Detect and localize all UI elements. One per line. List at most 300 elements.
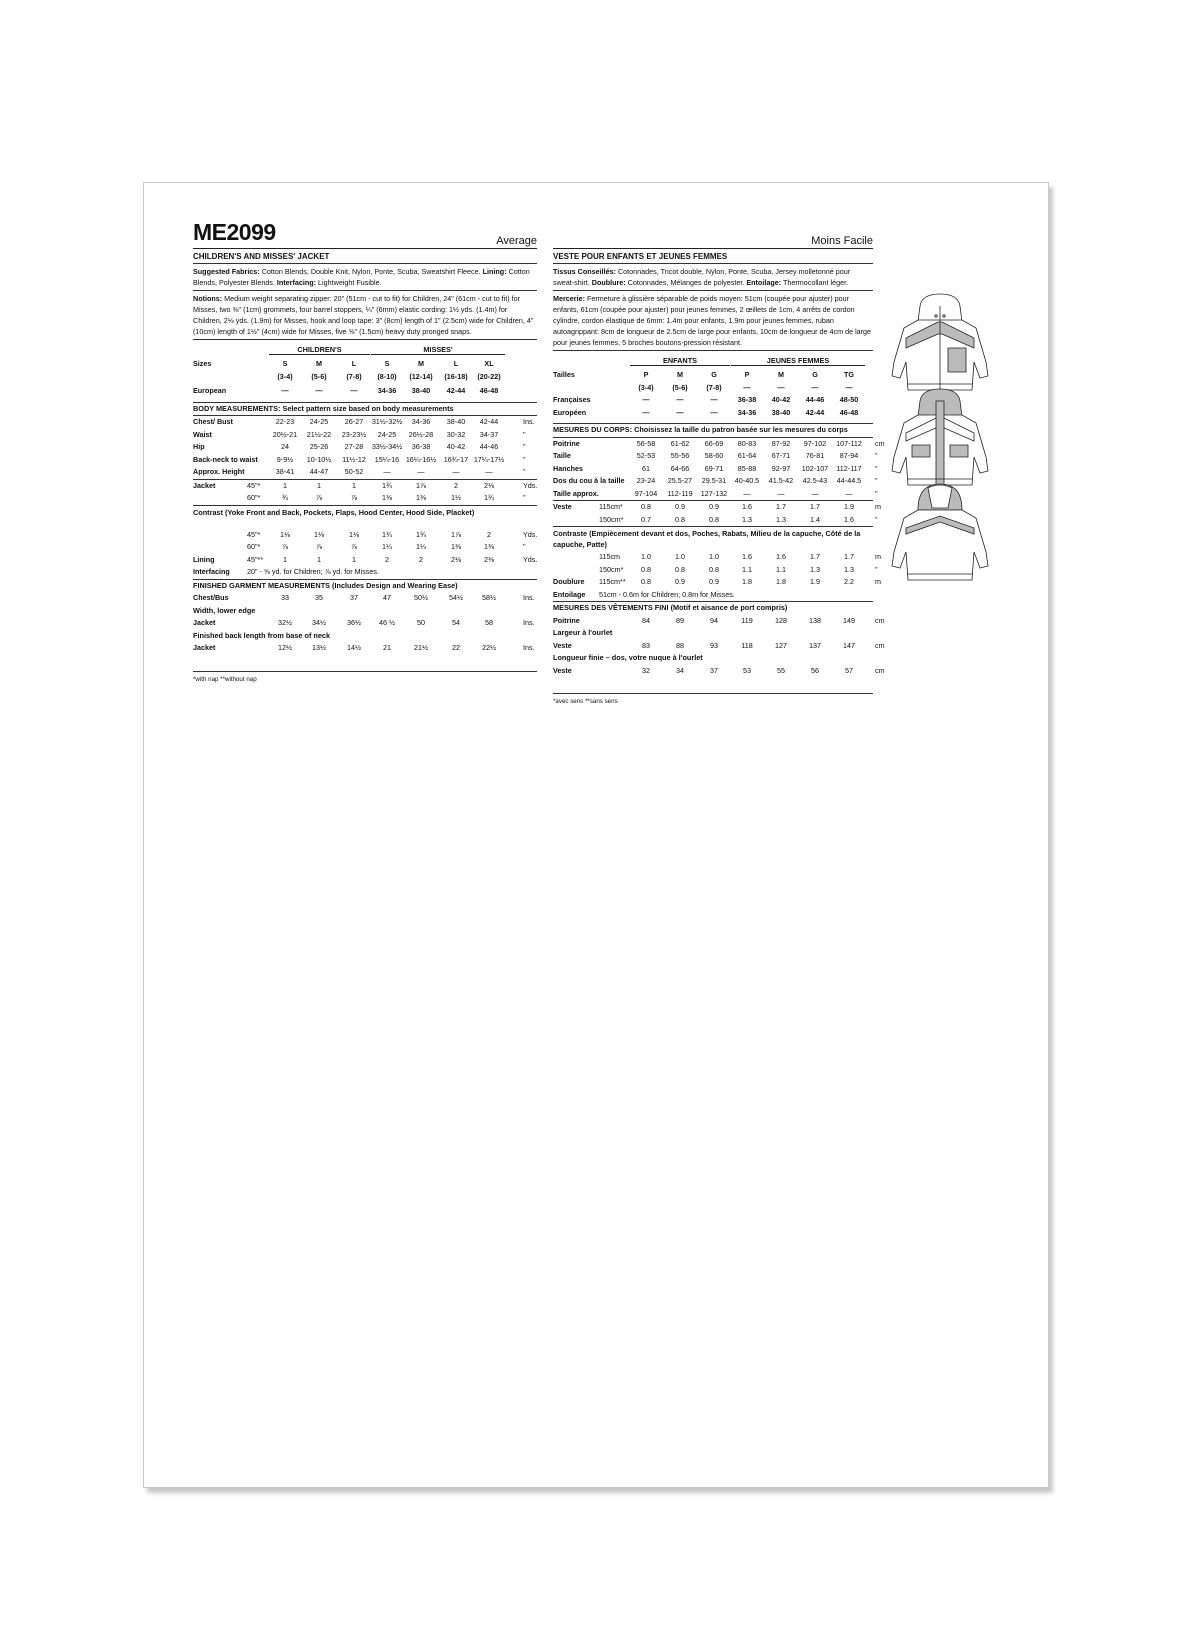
body-row-en-label: Back-neck to waist [193, 454, 258, 464]
contrast-row-fr-width: 115cm [599, 552, 621, 561]
contrast-row-en-value: 1⅜ [451, 542, 461, 551]
sizes-range-row-en-value: (12-14) [409, 371, 433, 381]
body-row-en-value: 31½-32½ [371, 417, 403, 426]
body-row-fr-value: 87-94 [839, 451, 859, 460]
yardage-row-en-value: 1¾ [484, 493, 494, 502]
body-row-en-value: — [485, 467, 493, 476]
sizes-range-row-fr-value: — [743, 382, 751, 392]
body-row-en-value: 11½-12 [342, 454, 366, 464]
title-en: CHILDREN'S AND MISSES' JACKET [193, 249, 537, 264]
jacket-front-view-1 [892, 294, 988, 390]
finished-row-fr-unit: cm [875, 640, 885, 650]
contrast-row-fr [553, 551, 881, 564]
contrast-row-fr-value: 0.8 [641, 577, 651, 586]
contrast-row-en-width: 60"* [247, 542, 261, 551]
fabric-text-fr-1: Cotonnades, Mélanges de polyester. [625, 278, 747, 287]
header-fr [553, 222, 873, 249]
european-row-fr-label: Européen [553, 407, 587, 417]
yardage-row-en-width: 60"* [247, 493, 261, 502]
body-row-fr-value: — [743, 488, 751, 498]
body-row-fr-value: 87-92 [771, 438, 791, 448]
title-fr: VESTE POUR ENFANTS ET JEUNES FEMMES [553, 249, 873, 264]
body-row-en [193, 429, 537, 442]
body-row-fr-label: Poitrine [553, 438, 580, 448]
yardage-row-fr-value: 1.3 [742, 514, 752, 524]
finished-row-en [193, 617, 537, 630]
body-row-en-value: 27-28 [344, 442, 364, 451]
body-row-fr-value: 55-56 [670, 451, 690, 460]
european-row-en-label: European [193, 386, 227, 395]
contrast-row-en-value: 1⅛ [349, 529, 359, 539]
yardage-row-fr-value: 0.9 [709, 502, 719, 511]
sizes-row-fr-value: M [778, 370, 784, 379]
interfacing-label-en: Interfacing [193, 567, 230, 576]
fabric-label-fr-0: Tissus Conseillés: [553, 267, 616, 276]
body-row-en-value: 9-9½ [276, 454, 294, 464]
sizes-range-row-fr-value: (3-4) [638, 382, 654, 392]
yardage-row-en-value: 1 [317, 480, 321, 490]
fabrics-fr [553, 264, 873, 291]
yardage-row-en-value: 1¾ [382, 480, 392, 490]
body-row-fr-label: Taille [553, 451, 571, 460]
sizes-range-row-fr-value: (5-6) [672, 382, 688, 392]
body-row-en-value: 25-26 [309, 442, 329, 451]
contrast-row-fr-value: 1.9 [810, 577, 820, 586]
finished-row-fr-value: 84 [642, 615, 650, 625]
interfacing-row-en [193, 566, 537, 579]
contrast-row-fr-value: 1.0 [675, 552, 685, 561]
size-group-header-en [193, 340, 537, 358]
body-row-fr [553, 450, 878, 463]
finished-row-en-value: 58 [485, 618, 493, 627]
yardage-row-en-value: 2 [454, 480, 458, 490]
difficulty-level-en: Average [496, 235, 537, 247]
yardage-row-fr-value: 0.8 [709, 514, 719, 524]
yardage-row-fr-value: 1.3 [776, 514, 786, 524]
contrast-row-fr [553, 564, 878, 577]
group-children-fr: ENFANTS [630, 356, 730, 366]
contrast-row-fr-value: 1.1 [742, 564, 752, 574]
body-row-en-unit: " [523, 442, 526, 451]
european-row-fr-value: — [676, 407, 684, 417]
finished-row-fr-value: 88 [676, 640, 684, 650]
size-group-header-fr [553, 351, 873, 369]
sizes-row-en-value: M [316, 359, 322, 368]
contrast-row-en-value: 1⅞ [451, 529, 461, 539]
finished-row-en-label: Chest/Bus [193, 593, 229, 602]
contrast-row-fr-value: 1.1 [776, 564, 786, 574]
contrast-row-en-value: 1⅛ [314, 529, 324, 539]
fabric-label-en-2: Interfacing: [276, 278, 317, 287]
finished-title-fr: MESURES DES VÊTEMENTS FINI (Motif et aisance de port compris) [553, 601, 873, 615]
yardage-row-en-width: 45"* [247, 480, 261, 490]
yardage-row-en-value: 1 [352, 480, 356, 490]
finished-row-fr-value: 32 [642, 665, 650, 675]
contrast-row-fr-value: 1.3 [810, 564, 820, 574]
francaises-row-fr-value: — [676, 395, 684, 404]
notions-text-en: Medium weight separating zipper: 20" (51cm - cut to fit) for Children, 24" (61cm - cut to fit) for Misses, two ⅜" (1cm) grommets, four barrel stoppers, ¼" (6mm) elastic cording: 1½ yds. (1.4m) for Children, 2⅛ yds. (1.9m) for Misses, hook and loop tape: 3" (8cm) length of 1" (2.5cm) wide for Children, 4" (10cm) length of 1½" (4cm) wide for Misses, five ⅝" (1.5cm) heavy duty pronged snaps. [193, 294, 534, 336]
body-row-en-value: 26½-28 [408, 429, 434, 439]
body-row-en-value: 24-25 [377, 429, 397, 439]
finished-row-en-value: 50 [417, 618, 425, 627]
contrast-row-en-unit: Yds. [523, 529, 538, 539]
contrast-row-fr-width: 115cm** [599, 577, 626, 586]
fabric-label-en-1: Lining: [482, 267, 507, 276]
fabric-text-fr-2: Thermocollant léger. [781, 278, 849, 287]
yardage-row-fr-value: 1.7 [776, 502, 786, 511]
body-row-fr-value: — [845, 488, 853, 498]
contrast-row-en-value: 2 [385, 554, 389, 564]
finished-heading-en: Finished back length from base of neck [193, 630, 331, 640]
european-row-en-value: — [281, 386, 289, 395]
size-chart-fr [553, 351, 885, 677]
body-row-fr-value: — [777, 488, 785, 498]
contrast-row-fr-value: 1.8 [742, 577, 752, 586]
fabric-text-en-2: Lightweight Fusible. [316, 278, 382, 287]
european-row-fr-value: 46-48 [839, 407, 859, 417]
finished-row-en [193, 642, 537, 655]
finished-row-fr-value: 56 [811, 665, 819, 675]
finished-row-en-value: 34½ [312, 618, 326, 627]
body-row-fr-value: 112-119 [667, 488, 693, 498]
sizes-row-fr-value: M [677, 370, 683, 379]
finished-row-fr-unit: cm [875, 615, 885, 625]
contrast-row-fr-value: 1.8 [776, 577, 786, 586]
body-row-fr-value: 112-117 [836, 463, 862, 473]
yardage-row-fr-value: 1.4 [810, 514, 820, 524]
finished-row-en-value: 21½ [414, 643, 428, 652]
contrast-row-en [193, 541, 537, 554]
fabric-text-en-0: Cotton Blends, Double Knit, Nylon, Ponte, Scuba, Sweatshirt Fleece. [259, 267, 483, 276]
sizes-range-row-en-value: (8-10) [377, 371, 397, 381]
finished-row-en-value: 14½ [347, 643, 361, 652]
sizes-row-fr-value: P [744, 370, 750, 379]
european-row-en-value: 42-44 [446, 386, 466, 395]
sizes-range-row-en-value: (16-18) [444, 371, 468, 381]
finished-row-fr-value: 118 [741, 640, 753, 650]
body-row-en-value: 16¼-16½ [405, 454, 437, 464]
body-row-en-value: 33½-34½ [371, 442, 403, 451]
contrast-row-en-unit: Yds. [523, 554, 538, 564]
body-row-fr-unit: cm [875, 438, 885, 448]
european-row-fr [553, 407, 873, 420]
yardage-row-en-value: ⅞ [351, 493, 357, 502]
finished-row-en-value: 32½ [278, 618, 292, 627]
yardage-row-en [193, 492, 537, 505]
footnote-fr: *avec sens **sans sens [553, 693, 873, 705]
finished-heading-en: Width, lower edge [193, 605, 256, 615]
sizes-row-fr-value: G [711, 370, 717, 379]
sizes-row-fr-value: G [812, 370, 818, 379]
contrast-row-fr-value: 0.8 [709, 564, 719, 574]
finished-row-fr [553, 615, 885, 628]
finished-heading-fr: Largeur à l'ourlet [553, 628, 613, 637]
finished-row-fr-value: 94 [710, 615, 718, 625]
contrast-row-en-label: Lining [193, 554, 215, 564]
finished-row-en-unit: Ins. [523, 618, 535, 627]
francaises-row-fr-value: 44-46 [805, 395, 825, 404]
body-row-fr-value: 42.5-43 [802, 476, 828, 485]
yardage-row-en-unit: " [523, 493, 526, 502]
interfacing-text-fr: 51cm - 0.6m for Children; 0.8m for Misses. [599, 589, 735, 599]
contrast-row-fr-label: Doublure [553, 577, 585, 586]
fabric-label-en-0: Suggested Fabrics: [193, 267, 260, 276]
body-measurements-title-en: BODY MEASUREMENTS: Select pattern size based on body measurements [193, 402, 537, 416]
finished-row-fr-value: 55 [777, 665, 785, 675]
body-row-fr-value: 80-83 [737, 438, 757, 448]
body-row-fr-value: 76-81 [805, 451, 825, 460]
body-row-en-value: 30-32 [446, 429, 466, 439]
european-row-fr-value: 34-36 [737, 407, 757, 417]
yardage-row-en-unit: Yds. [523, 480, 538, 490]
finished-row-fr-value: 137 [809, 640, 821, 650]
finished-row-fr-value: 119 [741, 615, 753, 625]
body-row-en-value: 22-23 [275, 417, 295, 426]
finished-row-fr-value: 53 [743, 665, 751, 675]
finished-row-fr [553, 665, 885, 678]
body-row-en-value: — [417, 467, 425, 476]
fabric-text-fr-0: Cotonnades, Tricot double, Nylon, Ponte, Scuba, Jersey molletonné pour sweat-shirt. [553, 267, 851, 287]
sizes-range-row-en-value: (20-22) [477, 371, 501, 381]
body-measurements-title-fr: MESURES DU CORPS: Choisissez la taille du patron basée sur les mesures du corps [553, 423, 873, 437]
contrast-row-fr-unit: " [875, 564, 878, 574]
group-children-en: CHILDREN'S [269, 345, 370, 355]
body-row-fr-value: 61 [642, 463, 650, 473]
sizes-range-row-fr-value: — [845, 382, 853, 392]
body-row-fr-value: 97-104 [634, 488, 658, 498]
body-row-fr-value: 97-102 [803, 438, 827, 448]
contrast-row-en-value: 1¾ [382, 529, 392, 539]
sizes-row-fr-label: Tailles [553, 370, 575, 379]
francaises-row-fr-value: 48-50 [839, 395, 859, 404]
finished-row-fr-value: 149 [843, 615, 855, 625]
yardage-row-fr [553, 514, 878, 527]
body-row-en-value: 24-25 [309, 417, 329, 426]
contrast-row-en-value: 1 [317, 554, 321, 564]
body-row-fr-value: 25.5-27 [667, 476, 693, 485]
contrast-row-fr-unit: m [875, 552, 881, 561]
sizes-range-row-fr-value: (7-8) [706, 382, 722, 392]
group-misses-en: MISSES' [371, 345, 505, 355]
body-row-fr-value: 56-58 [636, 438, 656, 448]
french-column [553, 222, 885, 705]
francaises-row-fr-value: — [642, 395, 650, 404]
yardage-row-en-value: 2⅛ [484, 480, 494, 490]
body-row-en-unit: " [523, 467, 526, 476]
european-row-en-value: 46-48 [479, 386, 499, 395]
body-row-fr-value: 29.5-31 [701, 476, 727, 485]
sizes-range-row-fr-value: — [811, 382, 819, 392]
european-row-fr-value: 38-40 [771, 407, 791, 417]
contrast-row-en-value: ⅞ [316, 542, 322, 551]
european-row-en-value: — [350, 386, 358, 395]
body-row-fr-value: 41.5-42 [768, 476, 794, 485]
body-row-en-label: Approx. Height [193, 467, 245, 476]
finished-row-fr-value: 83 [642, 640, 650, 650]
notions-en [193, 291, 537, 340]
fabric-text-en-1: Cotton Blends, Polyester Blends. [193, 267, 530, 287]
contrast-row-en-value: ⅞ [351, 542, 357, 551]
finished-row-fr-unit: cm [875, 665, 885, 675]
body-row-en-value: 15¼-16 [374, 454, 400, 464]
finished-row-en-value: 22½ [482, 643, 496, 652]
finished-row-en-label: Jacket [193, 618, 216, 627]
body-row-en-value: 21½-22 [306, 429, 332, 439]
finished-row-en-value: 58½ [482, 593, 496, 602]
body-row-fr-value: 107-112 [836, 438, 862, 448]
notions-fr [553, 291, 873, 351]
body-row-en-value: 16¾-17 [443, 454, 469, 464]
yardage-row-en-value: 1⅞ [416, 480, 426, 490]
contrast-row-fr-value: 1.6 [776, 552, 786, 561]
sizes-range-row-en-value: (5-6) [311, 371, 327, 381]
body-row-en [193, 454, 537, 467]
sizes-row-en-value: L [453, 359, 459, 368]
body-row-fr [553, 437, 885, 451]
body-row-fr-value: 44-44.5 [836, 476, 862, 485]
francaises-row-fr [553, 394, 873, 407]
finished-row-fr-label: Veste [553, 665, 572, 675]
finished-row-fr-value: 128 [775, 615, 787, 625]
contrast-row-en-value: 1¼ [416, 542, 426, 551]
sizes-row-fr-value: TG [844, 370, 854, 379]
contrast-row-en-width: 45"* [247, 529, 261, 539]
yardage-row-fr-width: 150cm* [599, 514, 624, 524]
yardage-row-en-value: ¾ [282, 493, 288, 502]
contrast-row-fr-value: 1.7 [810, 552, 820, 561]
body-row-fr-value: 85-88 [737, 463, 757, 473]
footnote-en: *with nap **without nap [193, 671, 537, 683]
francaises-row-fr-value: — [710, 395, 718, 404]
contrast-row-fr-value: 2.2 [844, 577, 854, 586]
yardage-row-en-value: 1⅜ [416, 493, 426, 502]
finished-row-en-value: 33 [281, 593, 289, 602]
sizes-row-en-value: XL [484, 359, 494, 368]
contrast-row-en [193, 529, 537, 542]
interfacing-text-en: 20" - ⅝ yd. for Children; ⅞ yd. for Misses. [247, 567, 379, 576]
body-row-fr-value: 127-132 [700, 488, 728, 498]
body-row-fr-value: 67-71 [771, 451, 791, 460]
finished-row-fr-value: 37 [710, 665, 718, 675]
body-row-en-value: — [383, 467, 391, 476]
yardage-row-fr-label: Veste [553, 502, 572, 511]
body-row-fr-unit: " [875, 476, 878, 485]
body-row-en-value: 38-40 [446, 417, 466, 426]
body-row-en-unit: " [523, 454, 526, 464]
finished-title-en: FINISHED GARMENT MEASUREMENTS (Includes Design and Wearing Ease) [193, 579, 537, 593]
yardage-row-en-value: ⅞ [316, 493, 322, 502]
body-row-en-value: 38-41 [275, 467, 295, 476]
european-row-en-value: — [315, 386, 323, 395]
finished-row-fr-label: Veste [553, 640, 572, 650]
yardage-row-en-label: Jacket [193, 480, 216, 490]
group-misses-fr: JEUNES FEMMES [731, 356, 865, 366]
yardage-row-fr-value: 0.8 [675, 514, 685, 524]
body-row-fr-unit: " [875, 463, 878, 473]
finished-row-en-value: 54 [452, 618, 460, 627]
interfacing-label-fr: Entoilage [553, 589, 586, 599]
francaises-row-fr-label: Françaises [553, 395, 591, 404]
sizes-range-row-en-value: (7-8) [346, 371, 362, 381]
contrast-title-fr: Contraste (Empiècement devant et dos, Poches, Rabats, Milieu de la capuche, Côté de la capuche, Patte) [553, 526, 873, 551]
jacket-illustrations [890, 292, 990, 582]
finished-row-en-value: 13½ [312, 643, 326, 652]
yardage-row-fr-unit: m [875, 502, 881, 511]
yardage-row-fr-width: 115cm* [599, 502, 623, 511]
contrast-row-fr-value: 1.0 [641, 552, 651, 561]
contrast-spacer-en [193, 519, 537, 529]
body-row-en-value: 36-38 [411, 442, 431, 451]
european-row-en-value: 38-40 [411, 386, 431, 395]
yardage-row-en-value: 1½ [451, 493, 461, 502]
yardage-row-fr-value: 0.9 [675, 502, 685, 511]
finished-row-fr-value: 127 [775, 640, 787, 650]
contrast-row-fr-value: 1.3 [844, 564, 854, 574]
contrast-row-en-value: 1 [283, 554, 287, 564]
european-row-fr-value: — [642, 407, 650, 417]
body-row-en-unit: " [523, 429, 526, 439]
fabrics-en [193, 264, 537, 291]
jacket-back-view [892, 484, 988, 580]
yardage-row-fr-value: 1.6 [742, 502, 752, 511]
body-row-fr-value: 92-97 [771, 463, 791, 473]
sizes-range-row-en [193, 371, 537, 384]
contrast-row-en-value: 1⅜ [484, 542, 494, 551]
finished-row-fr-value: 57 [845, 665, 853, 675]
yardage-row-fr [553, 500, 881, 514]
finished-heading-fr: Longueur finie – dos, votre nuque à l'ourlet [553, 653, 703, 662]
body-row-en-value: 50-52 [344, 467, 364, 476]
body-row-fr [553, 463, 878, 476]
fabric-label-fr-2: Entoilage: [746, 278, 782, 287]
sizes-row-en-value: L [351, 359, 357, 368]
body-row-en-label: Hip [193, 442, 205, 451]
contrast-row-en-value: 1¾ [416, 529, 426, 539]
contrast-row-en-value: 2 [419, 554, 423, 564]
yardage-row-fr-value: 0.7 [641, 514, 651, 524]
pattern-code: ME2099 [193, 219, 276, 245]
contrast-row-en-unit: " [523, 542, 526, 551]
body-row-fr [553, 475, 878, 488]
body-row-fr-label: Taille approx. [553, 488, 599, 498]
size-chart-en [193, 340, 537, 655]
body-row-en-label: Chest/ Bust [193, 417, 233, 426]
sizes-row-en-value: S [282, 359, 288, 368]
body-row-fr-unit: " [875, 451, 878, 460]
yardage-row-en [193, 479, 537, 493]
finished-row-en-value: 22 [452, 643, 460, 652]
body-row-fr [553, 488, 878, 501]
contrast-row-en-value: 1¼ [382, 542, 392, 551]
sizes-row-en-value: S [384, 359, 390, 368]
sizes-range-row-fr [553, 382, 873, 395]
finished-row-en-label: Jacket [193, 643, 216, 652]
body-row-fr-label: Hanches [553, 463, 583, 473]
body-row-en-value: 44-46 [479, 442, 499, 451]
contrast-row-en-value: 1⅛ [280, 529, 290, 539]
difficulty-level-fr: Moins Facile [811, 235, 873, 247]
finished-row-en-value: 50½ [414, 593, 428, 602]
body-row-fr-value: 23-24 [636, 476, 656, 485]
contrast-row-fr-value: 0.9 [675, 577, 685, 586]
contrast-title-en: Contrast (Yoke Front and Back, Pockets, Flaps, Hood Center, Hood Side, Placket) [193, 505, 537, 519]
body-row-en-value: 10-10½ [306, 454, 332, 464]
contrast-row-fr-value: 0.8 [675, 564, 685, 574]
contrast-row-fr [553, 576, 881, 589]
contrast-row-en-width: 45"** [247, 554, 264, 564]
body-row-en [193, 415, 537, 429]
yardage-row-fr-unit: " [875, 514, 878, 524]
